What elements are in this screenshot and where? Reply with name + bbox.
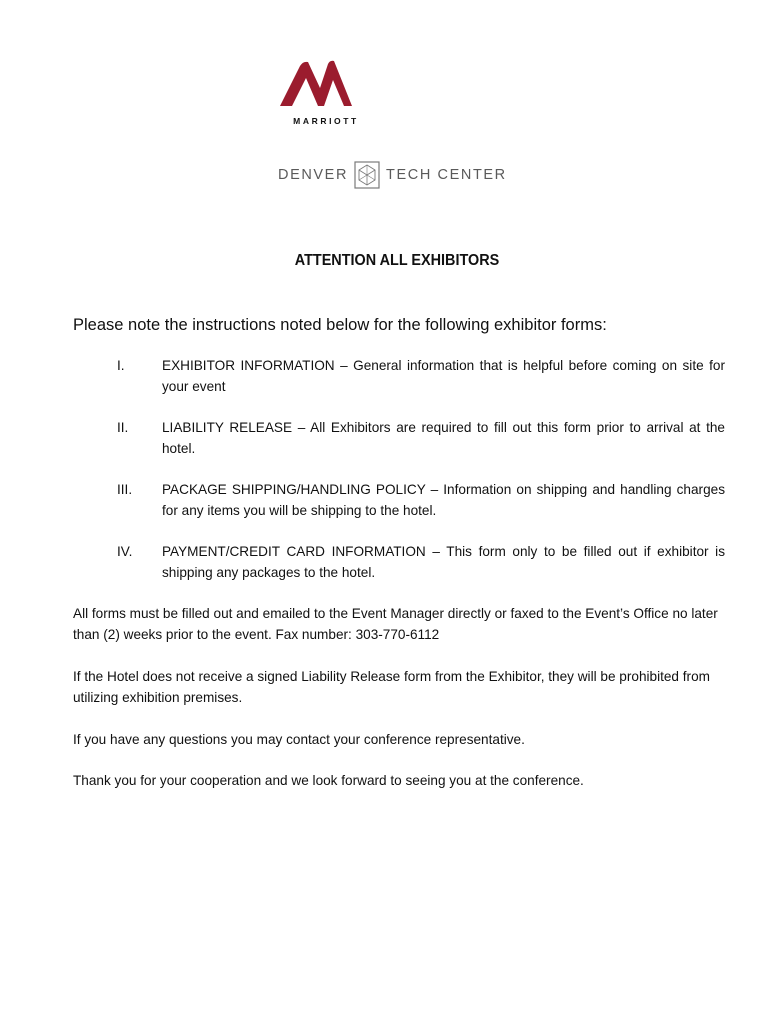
marriott-m-icon — [276, 58, 376, 114]
thank-you-paragraph: Thank you for your cooperation and we look forward to seeing you at the conference. — [73, 773, 584, 788]
location-right: TECH CENTER — [386, 167, 507, 183]
submission-paragraph: All forms must be filled out and emailed to the Event Manager directly or faxed to the Event’s Office no later than (2) weeks prior to the event. Fax number: 303-770-6112 — [73, 606, 718, 642]
list-item-number: I. — [117, 358, 125, 373]
exhibitor-forms-list — [73, 355, 725, 603]
list-item-number: III. — [117, 482, 133, 497]
list-item — [73, 541, 725, 583]
questions-paragraph: If you have any questions you may contact your conference representative. — [73, 732, 525, 747]
location-left: DENVER — [278, 167, 349, 183]
intro-text: Please note the instructions noted below for the following exhibitor forms: — [73, 316, 607, 334]
list-item-text: PACKAGE SHIPPING/HANDLING POLICY – Information on shipping and handling charges for any items you will be shipping to the hotel. — [162, 482, 725, 518]
liability-paragraph: If the Hotel does not receive a signed Liability Release form from the Exhibitor, they will be prohibited from utilizing exhibition premises. — [73, 669, 710, 705]
list-item-text: EXHIBITOR INFORMATION – General information that is helpful before coming on site for your event — [162, 358, 725, 394]
location-line — [278, 160, 518, 190]
list-item-number: II. — [117, 420, 129, 435]
document-heading: ATTENTION ALL EXHIBITORS — [294, 252, 500, 269]
list-item — [73, 417, 725, 459]
list-item-text: PAYMENT/CREDIT CARD INFORMATION – This form only to be filled out if exhibitor is shipping any packages to the hotel. — [162, 544, 725, 580]
list-item — [73, 355, 725, 397]
list-item-text: LIABILITY RELEASE – All Exhibitors are required to fill out this form prior to arrival at the hotel. — [162, 420, 725, 456]
list-item-number: IV. — [117, 544, 133, 559]
list-item — [73, 479, 725, 521]
brand-name: MARRIOTT — [293, 116, 359, 126]
faceted-emblem-icon — [354, 161, 380, 189]
